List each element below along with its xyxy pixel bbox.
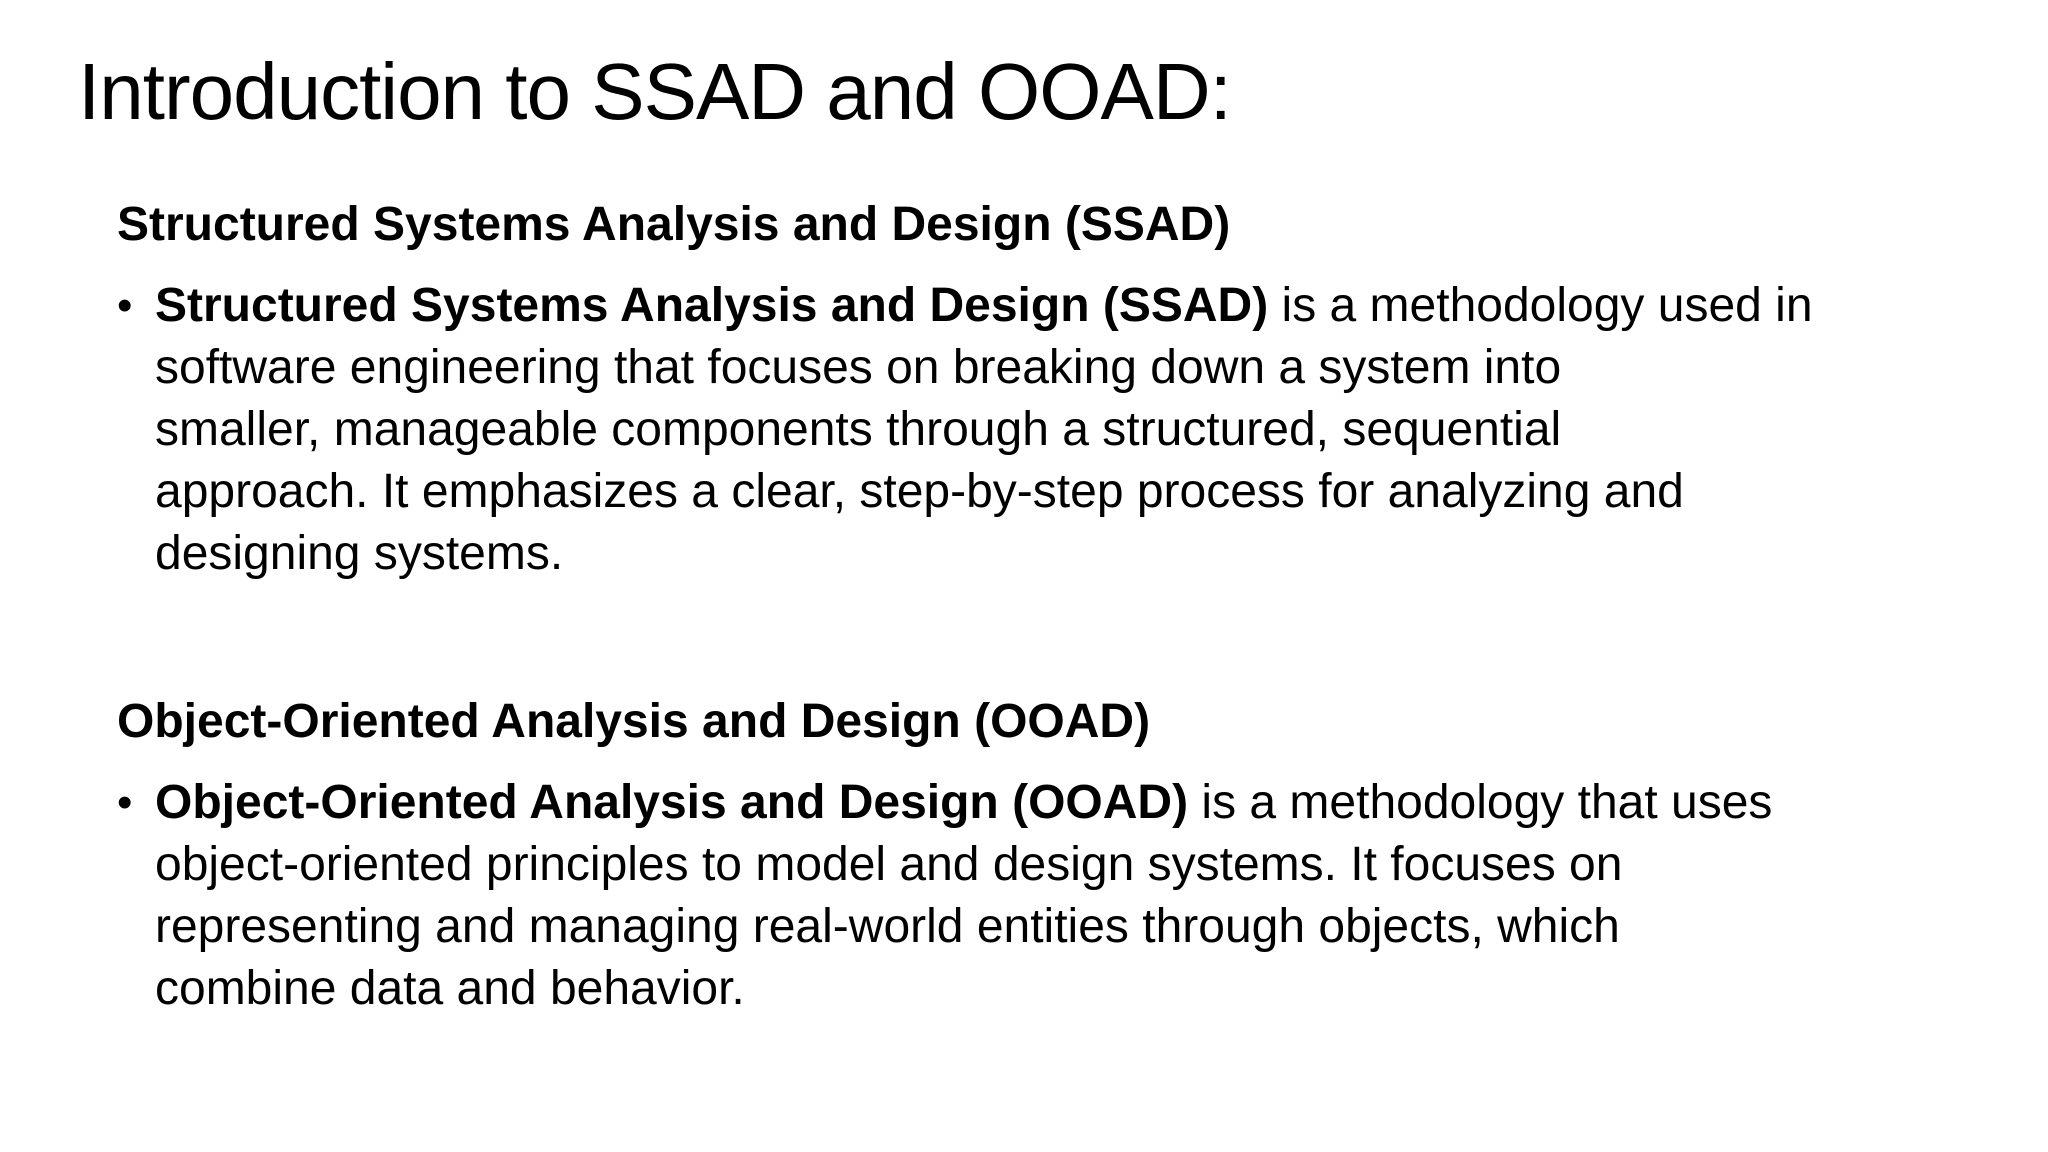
bullet-line [155, 275, 1915, 337]
section-ooad [117, 692, 1917, 1020]
section-heading-ooad: Object-Oriented Analysis and Design (OOAD) [117, 695, 1151, 748]
bullet-line: approach. It emphasizes a clear, step-by-step process for analyzing and [155, 465, 1684, 518]
bullet-icon: • [117, 778, 133, 827]
bullet-line: smaller, manageable components through a structured, sequential [155, 403, 1562, 456]
bullet-line: combine data and behavior. [155, 962, 745, 1015]
bullet-item-ooad [117, 772, 1915, 1020]
bullet-line1-rest: is a methodology used in [1268, 279, 1813, 332]
section-heading-ssad: Structured Systems Analysis and Design (SSAD) [117, 198, 1231, 251]
bullet-line: object-oriented principles to model and design systems. It focuses on [155, 838, 1623, 891]
bullet-text-ssad [155, 275, 1915, 585]
bullet-icon: • [117, 281, 133, 330]
bullet-line1-rest: is a methodology that uses [1188, 776, 1773, 829]
bullet-lead-ssad: Structured Systems Analysis and Design (SSAD) [155, 279, 1269, 332]
bullet-item-ssad [117, 275, 1915, 585]
bullet-line: representing and managing real-world entities through objects, which [155, 900, 1620, 953]
bullet-line [155, 772, 1915, 834]
slide-title: Introduction to SSAD and OOAD: [78, 47, 1231, 136]
bullet-line: designing systems. [155, 527, 564, 580]
bullet-lead-ooad: Object-Oriented Analysis and Design (OOAD) [155, 776, 1189, 829]
section-ssad [117, 195, 1917, 585]
bullet-text-ooad [155, 772, 1915, 1020]
bullet-line: software engineering that focuses on breaking down a system into [155, 341, 1562, 394]
